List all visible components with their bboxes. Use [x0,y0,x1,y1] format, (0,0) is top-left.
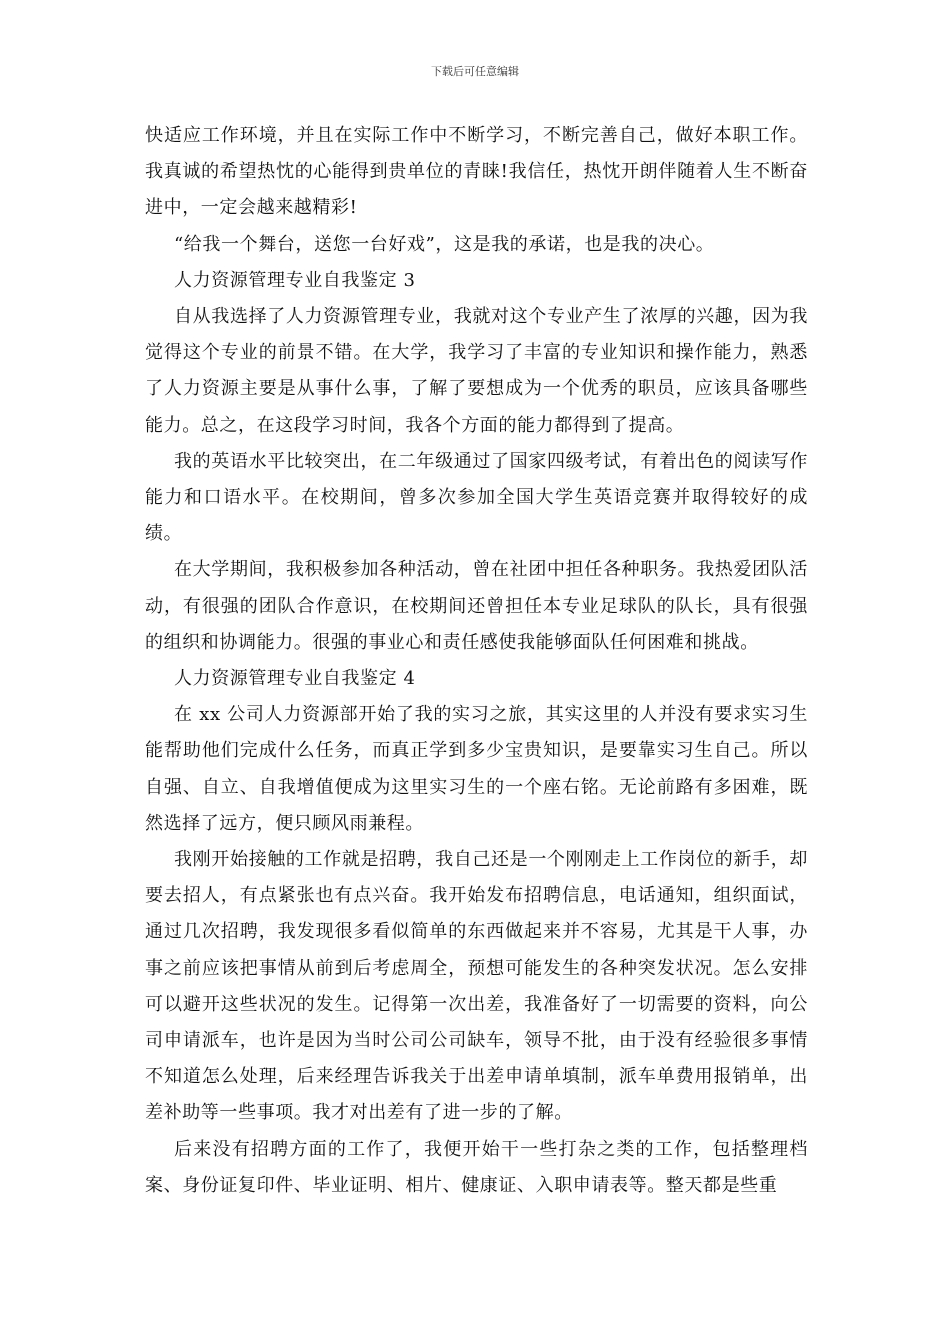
section-heading: 人力资源管理专业自我鉴定 3 [174,269,416,291]
paragraph: 在大学期间，我积极参加各种活动，曾在社团中担任各种职务。我热爱团队活动，有很强的团队合作意识，在校期间还曾担任本专业足球队的队长，具有很强的组织和协调能力。很强的事业心和责任感使我能够面队任何困难和挑战。 [145,559,808,653]
section-heading: 人力资源管理专业自我鉴定 4 [174,668,416,690]
document-body [145,118,808,1204]
paragraph: 我刚开始接触的工作就是招聘，我自己还是一个刚刚走上工作岗位的新手，却要去招人，有点紧张也有点兴奋。我开始发布招聘信息，电话通知，组织面试，通过几次招聘，我发现很多看似简单的东西做起来并不容易，尤其是干人事，办事之前应该把事情从前到后考虑周全，预想可能发生的各种突发状况。怎么安排可以避开这些状况的发生。记得第一次出差，我准备好了一切需要的资料，向公司申请派车，也许是因为当时公司公司缺车，领导不批，由于没有经验很多事情不知道怎么处理，后来经理告诉我关于出差申请单填制，派车单费用报销单，出差补助等一些事项。我才对出差有了进一步的了解。 [145,849,808,1124]
paragraph: 在 xx 公司人力资源部开始了我的实习之旅，其实这里的人并没有要求实习生能帮助他们完成什么任务，而真正学到多少宝贵知识，是要靠实习生自己。所以自强、自立、自我增值便成为这里实习生的一个座右铭。无论前路有多困难，既然选择了远方，便只顾风雨兼程。 [145,704,808,834]
page-header-note: 下载后可任意编辑 [431,65,519,78]
paragraph: 自从我选择了人力资源管理专业，我就对这个专业产生了浓厚的兴趣，因为我觉得这个专业的前景不错。在大学，我学习了丰富的专业知识和操作能力，熟悉了人力资源主要是从事什么事，了解了要想成为一个优秀的职员，应该具备哪些能力。总之，在这段学习时间，我各个方面的能力都得到了提高。 [145,306,808,436]
paragraph: “给我一个舞台，送您一台好戏”，这是我的承诺，也是我的决心。 [174,233,715,255]
paragraph: 后来没有招聘方面的工作了，我便开始干一些打杂之类的工作，包括整理档案、身份证复印件、毕业证明、相片、健康证、入职申请表等。整天都是些重 [145,1138,808,1196]
paragraph: 快适应工作环境，并且在实际工作中不断学习，不断完善自己，做好本职工作。我真诚的希望热忱的心能得到贵单位的青睐!我信任，热忱开朗伴随着人生不断奋进中，一定会越来越精彩! [145,125,808,219]
paragraph: 我的英语水平比较突出，在二年级通过了国家四级考试，有着出色的阅读写作能力和口语水平。在校期间，曾多次参加全国大学生英语竞赛并取得较好的成绩。 [145,450,808,545]
